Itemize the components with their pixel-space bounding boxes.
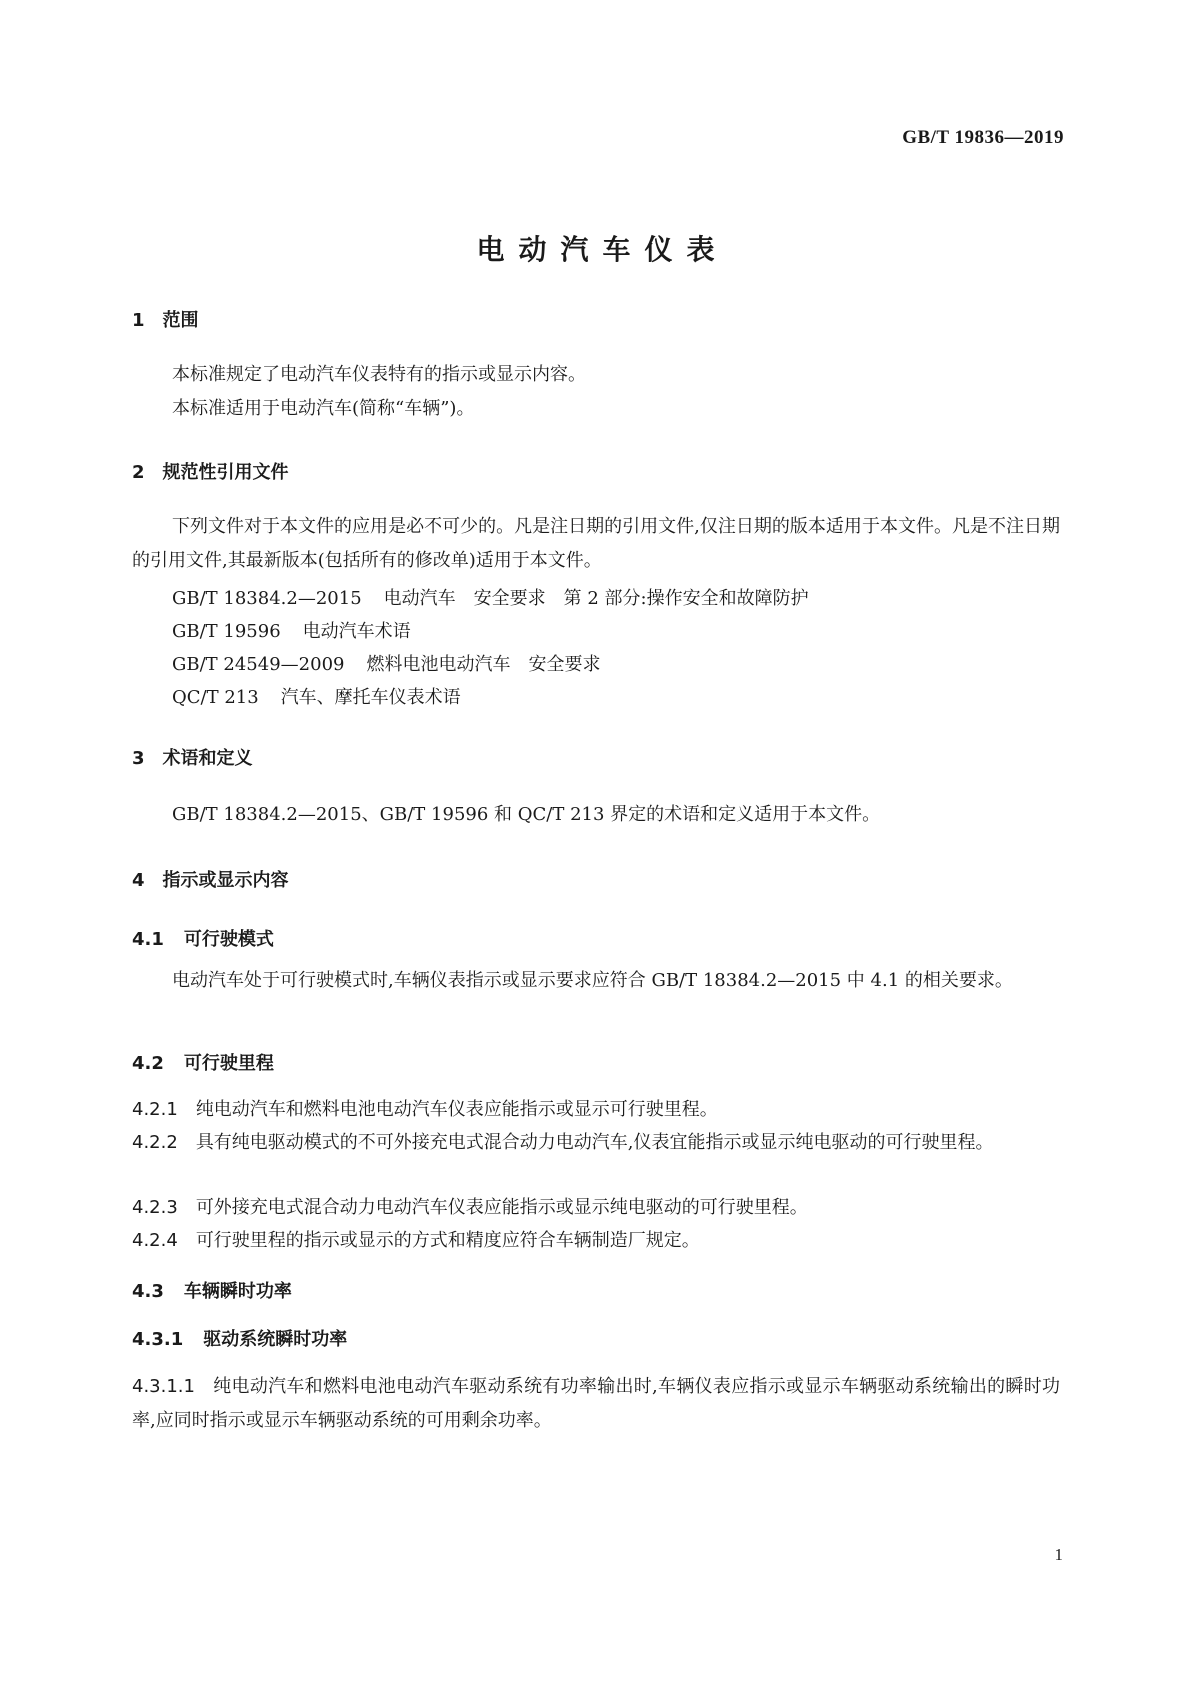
reference-item [172, 584, 809, 610]
section-number: 3 [132, 748, 145, 769]
clause-number: 4.2.4 [132, 1230, 178, 1251]
section-4-heading [132, 866, 289, 892]
clause-item [132, 1191, 1060, 1225]
clause-number: 4.2.3 [132, 1197, 178, 1218]
paragraph: 本标准适用于电动汽车(简称“车辆”)。 [172, 398, 475, 419]
clause-number: 4.2.2 [132, 1132, 178, 1153]
clause-item [132, 1370, 1060, 1438]
reference-name: 电动汽车术语 [302, 621, 411, 642]
clause-number: 4.2.1 [132, 1099, 178, 1120]
section-number: 4 [132, 870, 145, 891]
paragraph: GB/T 18384.2—2015、GB/T 19596 和 QC/T 213 界定的术语和定义适用于本文件。 [172, 804, 881, 825]
page-number: 1 [1054, 1545, 1063, 1564]
section-1-heading [132, 306, 199, 332]
clause-number: 4.3.1.1 [132, 1376, 195, 1397]
clause-text: 纯电动汽车和燃料电池电动汽车仪表应能指示或显示可行驶里程。 [195, 1099, 718, 1120]
clause-text: 可行驶里程的指示或显示的方式和精度应符合车辆制造厂规定。 [195, 1230, 700, 1251]
section-title: 车辆瞬时功率 [183, 1281, 292, 1302]
section-4-1-heading [132, 925, 274, 951]
section-number: 1 [132, 310, 145, 331]
section-number: 2 [132, 462, 145, 483]
paragraph: 电动汽车处于可行驶模式时,车辆仪表指示或显示要求应符合 GB/T 18384.2—2015 中 4.1 的相关要求。 [172, 970, 1013, 991]
section-4-3-1-heading [132, 1325, 347, 1351]
clause-item [132, 1224, 1060, 1258]
document-title: 电动汽车仪表 [476, 233, 729, 266]
section-number: 4.3 [132, 1281, 164, 1302]
reference-item [172, 617, 411, 643]
section-4-3-heading [132, 1277, 292, 1303]
reference-item [172, 650, 600, 676]
section-2-heading [132, 458, 289, 484]
section-title: 可行驶模式 [183, 929, 274, 950]
reference-item [172, 683, 461, 709]
paragraph: 本标准规定了电动汽车仪表特有的指示或显示内容。 [172, 364, 586, 385]
clause-text: 纯电动汽车和燃料电池电动汽车驱动系统有功率输出时,车辆仪表应指示或显示车辆驱动系统输出的瞬时功率,应同时指示或显示车辆驱动系统的可用剩余功率。 [132, 1376, 1060, 1431]
reference-code: GB/T 19596 [172, 621, 281, 642]
reference-code: GB/T 18384.2—2015 [172, 588, 362, 609]
paragraph: 下列文件对于本文件的应用是必不可少的。凡是注日期的引用文件,仅注日期的版本适用于本文件。凡是不注日期的引用文件,其最新版本(包括所有的修改单)适用于本文件。 [132, 516, 1060, 571]
standard-code: GB/T 19836—2019 [902, 127, 1064, 148]
section-title: 范围 [162, 310, 199, 331]
reference-code: QC/T 213 [172, 687, 259, 708]
section-title: 术语和定义 [162, 748, 253, 769]
clause-item [132, 1126, 1060, 1160]
reference-name: 燃料电池电动汽车 安全要求 [366, 654, 601, 675]
section-4-2-heading [132, 1049, 274, 1075]
section-number: 4.2 [132, 1053, 164, 1074]
section-number: 4.1 [132, 929, 164, 950]
section-title: 规范性引用文件 [162, 462, 289, 483]
section-title: 可行驶里程 [183, 1053, 274, 1074]
clause-text: 可外接充电式混合动力电动汽车仪表应能指示或显示纯电驱动的可行驶里程。 [195, 1197, 808, 1218]
clause-item [132, 1093, 1060, 1127]
section-title: 指示或显示内容 [162, 870, 289, 891]
section-3-heading [132, 744, 253, 770]
reference-name: 汽车、摩托车仪表术语 [280, 687, 461, 708]
reference-name: 电动汽车 安全要求 第 2 部分:操作安全和故障防护 [383, 588, 809, 609]
section-title: 驱动系统瞬时功率 [203, 1329, 348, 1350]
clause-text: 具有纯电驱动模式的不可外接充电式混合动力电动汽车,仪表宜能指示或显示纯电驱动的可行驶里程。 [195, 1132, 994, 1153]
reference-code: GB/T 24549—2009 [172, 654, 345, 675]
section-number: 4.3.1 [132, 1329, 184, 1350]
